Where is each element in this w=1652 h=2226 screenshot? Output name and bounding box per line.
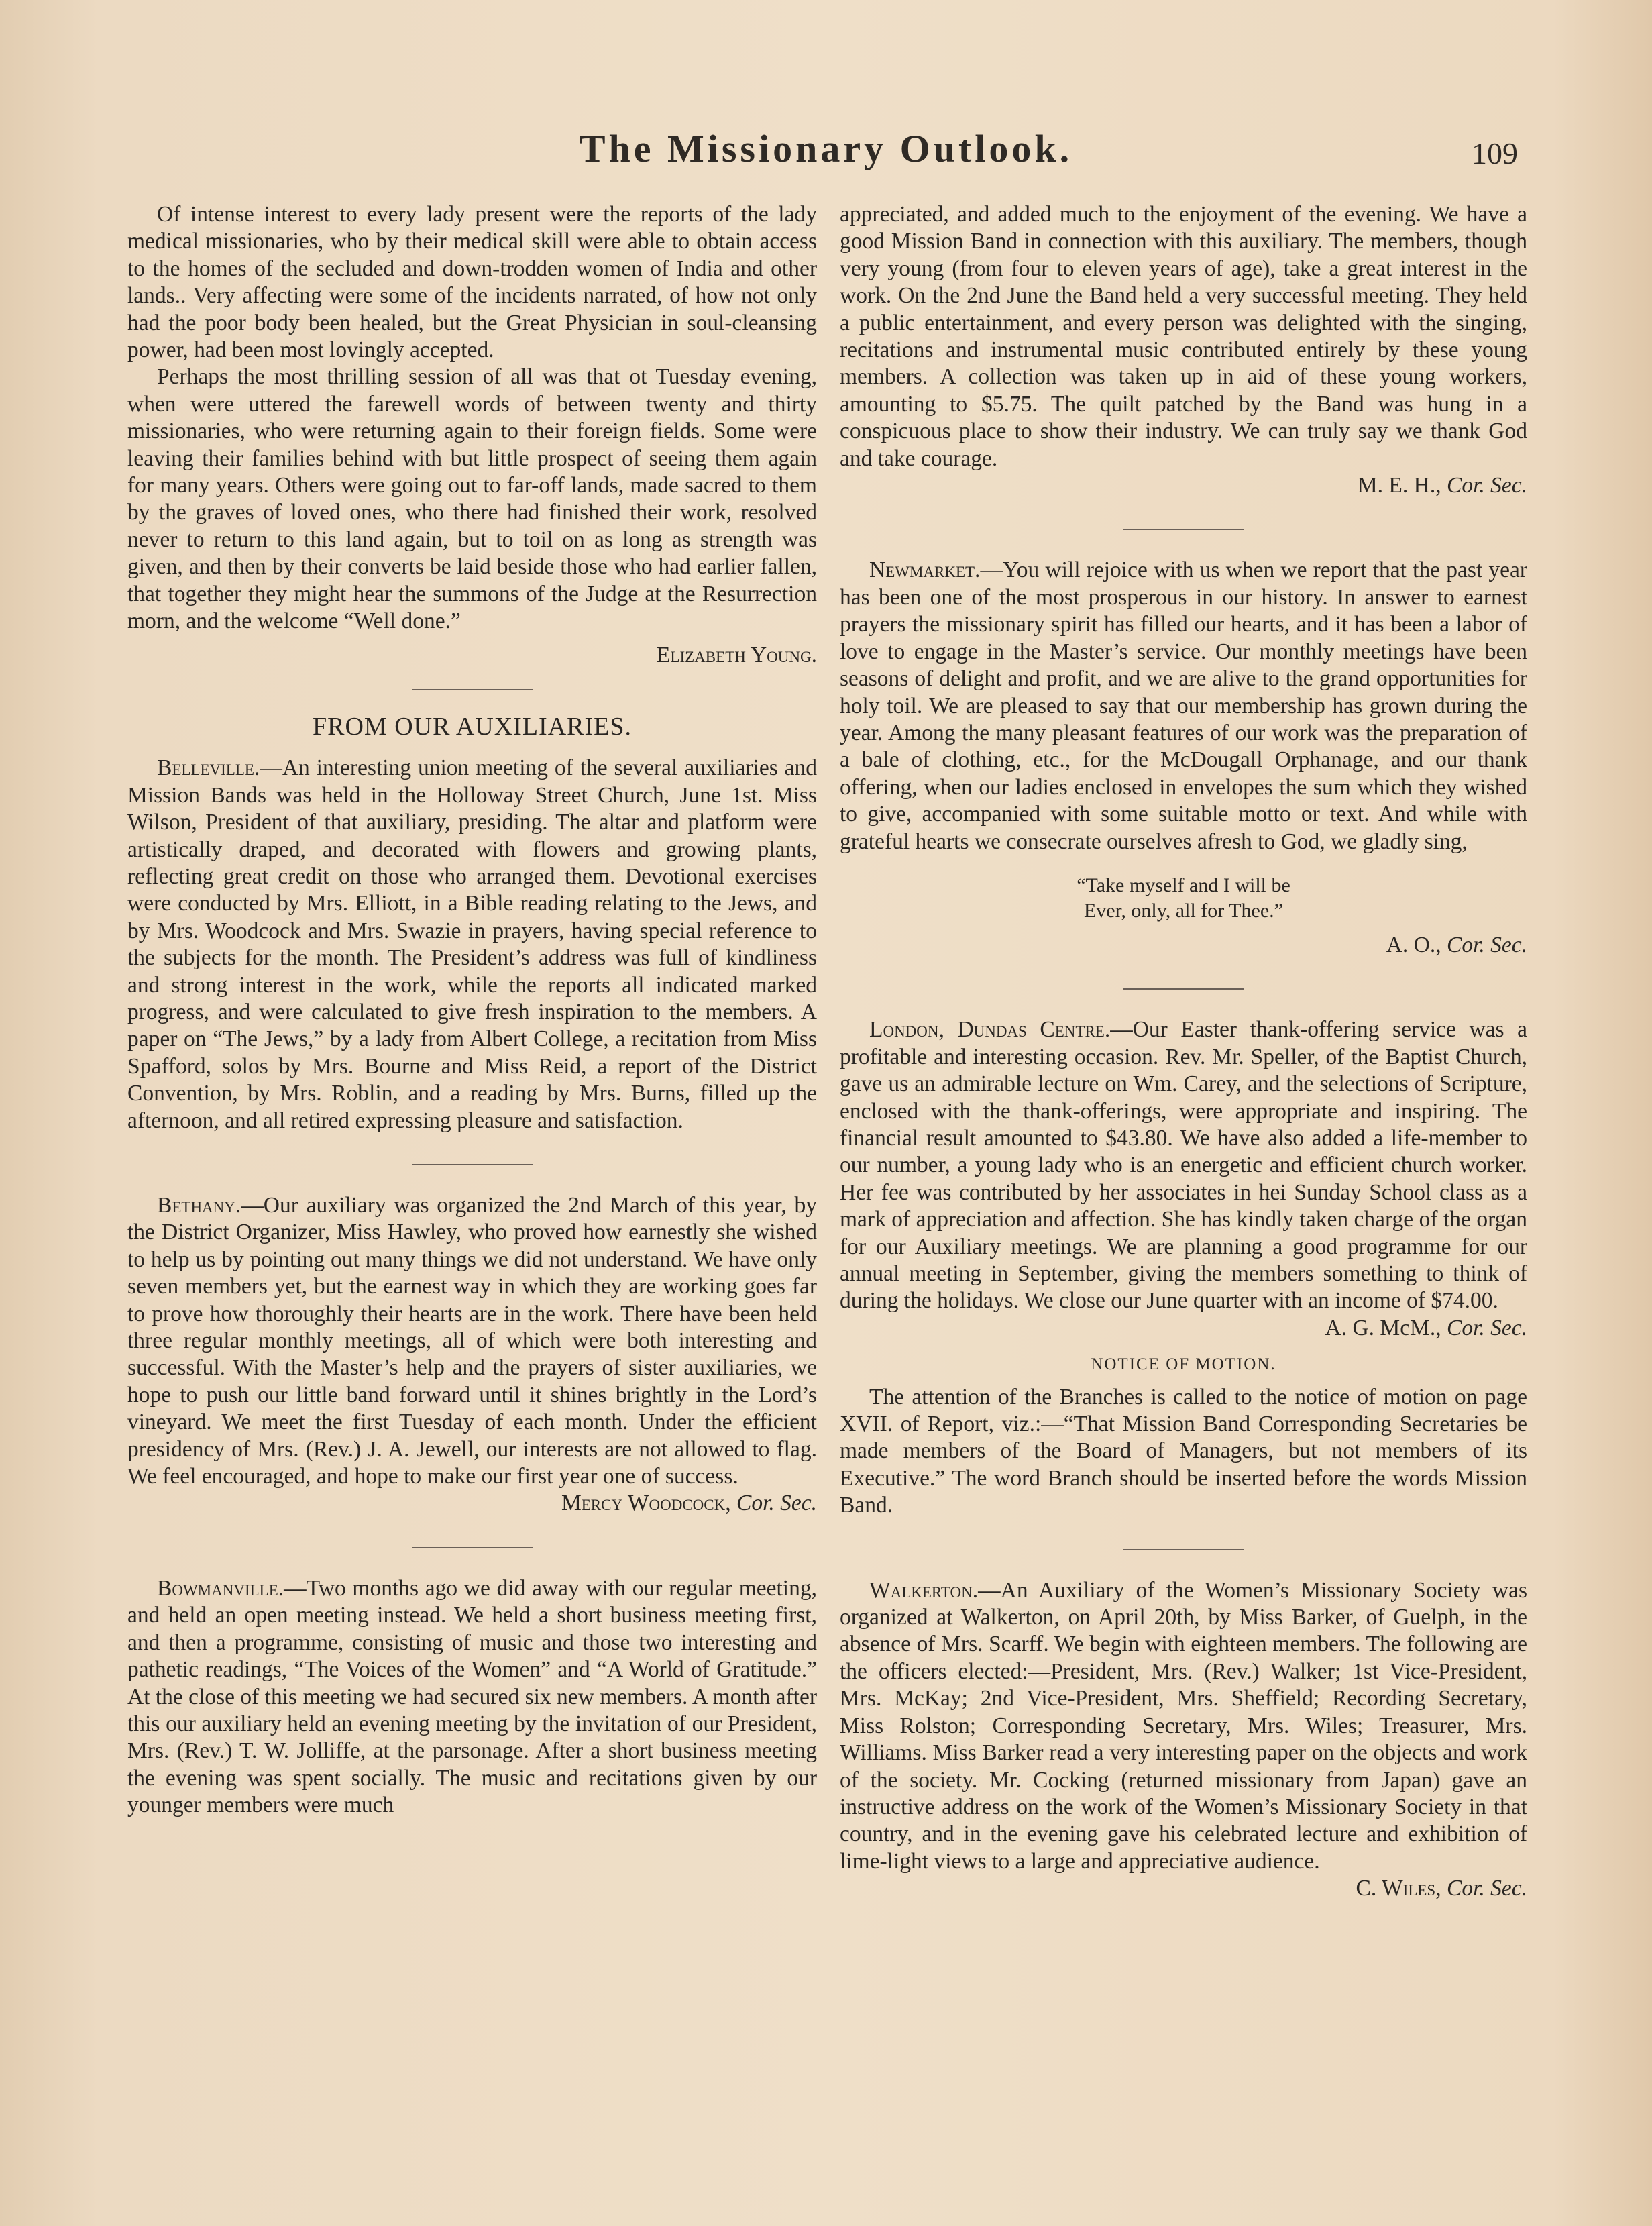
divider [1123, 988, 1244, 990]
divider [1123, 529, 1244, 530]
report-title: Belleville. [157, 755, 260, 781]
signature-name: A. O., [1386, 932, 1441, 957]
divider [412, 1164, 533, 1165]
paragraph: Of intense interest to every lady present were the reports of the lady medical missionaries, who by their medical skill were able to obtain access to the homes of the secluded and down-trodden women of India and other lands.. Very affecting were some of the incidents narrated, of how not only had the poor body been healed, but the Great Physician in soul-cleansing power, had been most lovingly accepted. [127, 202, 817, 363]
paragraph: Perhaps the most thrilling session of all was that ot Tuesday evening, when were uttered the farewell words of between twenty and thirty missionaries, who were returning again to their foreign fields. Some were leaving their families behind with but little prospect of seeing them again for many years. Others were going out to far-off lands, made sacred to them by the graves of loved ones, who there had finished their work, resolved never to return to this land again, but to toil on as long as strength was given, and then by their converts be laid beside those who had earlier fallen, that together they might hear the summons of the Judge at the Resurrection morn, and the welcome “Well done.” [127, 364, 817, 634]
signature-role: Cor. Sec. [1446, 932, 1527, 957]
report-newmarket [840, 557, 1527, 855]
signature [840, 1315, 1527, 1342]
report-body: —Our auxiliary was organized the 2nd March of this year, by the District Organizer, Miss Hawley, who proved how earnestly she wished to help us by pointing out many things we did not understand. We have only seven members yet, but the earnest way in which they are working goes far to prove how thoroughly their hearts are in the work. There have been held three regular monthly meetings, all of which were both interesting and successful. With the Master’s help and the prayers of sister auxiliaries, we hope to push our little band forward until it shines brightly in the Lord’s vineyard. We meet the first Tuesday of each month. Under the efficient presidency of Mrs. (Rev.) J. A. Jewell, our interests are not allowed to flag. We feel encouraged, and hope to make our first year one of success. [127, 1193, 817, 1489]
signature-role: Cor. Sec. [1446, 473, 1527, 498]
divider [412, 1547, 533, 1548]
report-body: —Our Easter thank-offering service was a profitable and interesting occasion. Rev. Mr. Speller, of the Baptist Church, gave us an admirable lecture on Wm. Carey, and the selections of Scripture, enclosed with the thank-offerings, were appropriate and inspiring. The financial result amounted to $43.80. We have also added a life-member to our number, a young lady who is an energetic and efficient church worker. Her fee was contributed by her associates in hei Sunday School class as a mark of appreciation and affection. She has kindly taken charge of the organ for our Auxiliary meetings. We are planning a good programme for our annual meeting in September, giving the members something to think of during the holidays. We close our June quarter with an income of $74.00. [840, 1017, 1527, 1314]
report-title: Newmarket. [869, 558, 981, 583]
report-belleville [127, 755, 817, 1134]
report-walkerton [840, 1577, 1527, 1875]
report-title: London, Dundas Centre. [869, 1017, 1111, 1043]
section-heading: FROM OUR AUXILIARIES. [313, 712, 632, 741]
signature-name: A. G. McM., [1325, 1315, 1441, 1340]
signature [840, 472, 1527, 499]
signature [840, 932, 1527, 959]
signature-role: Cor. Sec. [1446, 1315, 1527, 1340]
report-title: Walkerton. [869, 1577, 979, 1603]
page-header [0, 126, 1652, 187]
signature-name: M. E. H., [1357, 473, 1441, 498]
right-column [840, 201, 1527, 1903]
report-bowmanville [127, 1575, 817, 1819]
report-title: Bethany. [157, 1193, 241, 1218]
signature: Elizabeth Young. [656, 642, 817, 668]
report-body: —You will rejoice with us when we report that the past year has been one of the most prosperous in our history. In answer to earnest prayers the missionary spirit has filled our hearts, and it has been a labor of love to engage in the Master’s service. Our monthly meetings have been seasons of delight and profit, and we are alive to the grand opportunities for holy toil. We are pleased to say that our membership has grown during the year. Among the many pleasant features of our work was the preparation of a bale of clothing, etc., for the McDougall Orphanage, and our thank offering, when our ladies enclosed in envelopes the sum which they wished to give, accompanied with some suitable motto or text. And while with grateful hearts we consecrate ourselves afresh to God, we gladly sing, [840, 558, 1527, 854]
verse-line: “Take myself and I will be [1077, 873, 1290, 896]
signature-role: Cor. Sec. [736, 1491, 817, 1516]
page-number: 109 [1472, 136, 1518, 170]
report-body: —Two months ago we did away with our regular meeting, and held an open meeting instead. We held a short business meeting first, and then a programme, consisting of music and those two interesting and pathetic readings, “The Voices of the Women” and “A World of Gratitude.” At the close of this meeting we had secured six new members. A month after this our auxiliary held an evening meeting by the invitation of our President, Mrs. (Rev.) T. W. Jolliffe, at the parsonage. After a short business meeting the evening was spent socially. The music and recitations given by our younger members were much [127, 1575, 817, 1818]
report-body: —An Auxiliary of the Women’s Missionary Society was organized at Walkerton, on April 20th, by Miss Barker, of Guelph, in the absence of Mrs. Scarff. We begin with eighteen members. The following are the officers elected:—President, Mrs. (Rev.) Walker; 1st Vice-President, Mrs. McKay; 2nd Vice-President, Mrs. Sheffield; Recording Secretary, Miss Rolston; Corresponding Secretary, Mrs. Wiles; Treasurer, Mrs. Williams. Miss Barker read a very interesting paper on the objects and work of the society. Mr. Cocking (returned missionary from Japan) gave an instructive address on the work of the Women’s Missionary Society in that country, and in the evening gave his celebrated lecture and exhibition of lime-light views to a large and appreciative audience. [840, 1577, 1527, 1874]
report-bethany [127, 1192, 817, 1490]
signature-name: C. Wiles, [1356, 1876, 1441, 1901]
report-body: —An interesting union meeting of the several auxiliaries and Mission Bands was held in the Holloway Street Church, June 1st. Miss Wilson, President of that auxiliary, presiding. The altar and platform were artistically draped, and decorated with flowers and growing plants, reflecting great credit on those who arranged them. Devotional exercises were conducted by Mrs. Elliott, in a Bible reading relating to the Jews, and by Mrs. Woodcock and Mrs. Swazie in prayers, having special reference to the subjects for the month. The President’s address was full of kindliness and strong interest in the work, while the reports all indicated marked progress, and were calculated to give fresh inspiration to the members. A paper on “The Jews,” by a lady from Albert College, a recitation from Miss Spafford, solos by Mrs. Bourne and Miss Reid, a report of the District Convention, by Mrs. Roblin, and a reading by Mrs. Burns, filled up the afternoon, and all retired expressing pleasure and satisfaction. [127, 755, 817, 1133]
paragraph: appreciated, and added much to the enjoyment of the evening. We have a good Mission Band in connection with this auxiliary. The members, though very young (from four to eleven years of age), take a great interest in the work. On the 2nd June the Band held a very successful meeting. They held a public entertainment, and every person was delighted with the singing, recitations and instrumental music contributed entirely by these young members. A collection was taken up in aid of these young workers, amounting to $5.75. The quilt patched by the Band was hung in a conspicuous place to show their industry. We can truly say we thank God and take courage. [840, 202, 1527, 471]
divider [1123, 1549, 1244, 1550]
masthead-title: The Missionary Outlook. [579, 127, 1073, 170]
notice-text: The attention of the Branches is called to the notice of motion on page XVII. of Report, viz.:—“That Mission Band Corresponding Secretaries be made members of the Board of Managers, but not members of its Executive.” The word Branch should be inserted before the words Mission Band. [840, 1384, 1527, 1518]
verse-line: Ever, only, all for Thee.” [1083, 899, 1283, 922]
divider [412, 689, 533, 690]
left-column [127, 201, 817, 1819]
signature-role: Cor. Sec. [1446, 1876, 1527, 1901]
verse-quote [840, 873, 1527, 924]
signature [127, 1490, 817, 1517]
report-title: Bowmanville. [157, 1575, 284, 1601]
signature-name: Mercy Woodcock, [561, 1491, 731, 1516]
notice-heading: NOTICE OF MOTION. [1091, 1355, 1276, 1374]
signature [840, 1875, 1527, 1902]
report-london [840, 1016, 1527, 1314]
